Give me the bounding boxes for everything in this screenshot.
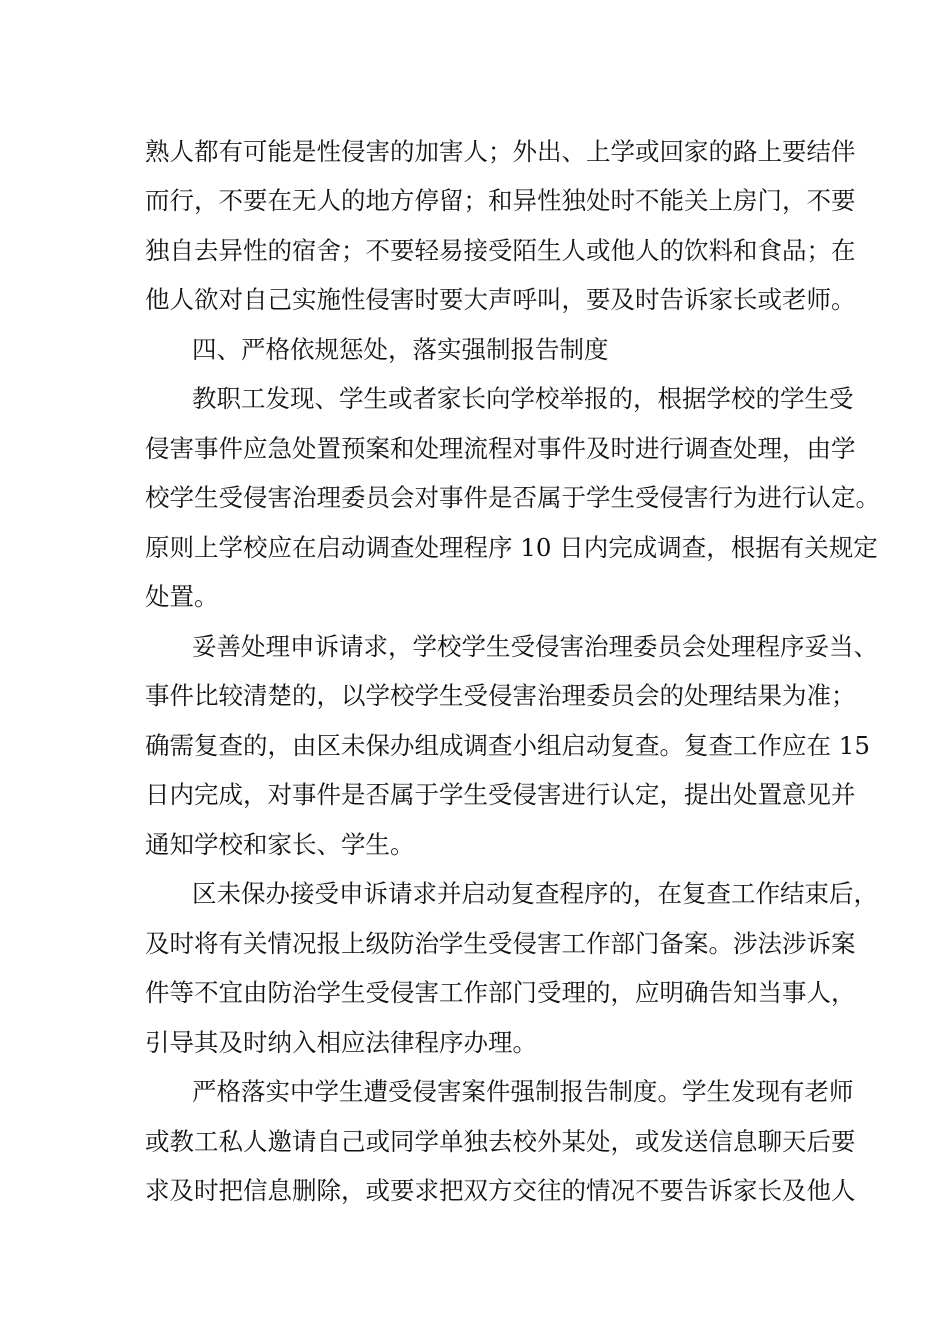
text-line: 区未保办接受申诉请求并启动复查程序的，在复查工作结束后， bbox=[192, 879, 878, 908]
text-line: 事件比较清楚的，以学校学生受侵害治理委员会的处理结果为准； bbox=[145, 681, 856, 710]
text-line: 日内完成，对事件是否属于学生受侵害进行认定，提出处置意见并 bbox=[145, 780, 856, 809]
text-line: 独自去异性的宿舍；不要轻易接受陌生人或他人的饮料和食品；在 bbox=[145, 236, 856, 265]
text-line: 而行，不要在无人的地方停留；和异性独处时不能关上房门，不要 bbox=[145, 186, 856, 215]
text-line: 或教工私人邀请自己或同学单独去校外某处，或发送信息聊天后要 bbox=[145, 1127, 856, 1156]
text-line: 校学生受侵害治理委员会对事件是否属于学生受侵害行为进行认定。 bbox=[145, 483, 880, 512]
text-line: 教职工发现、学生或者家长向学校举报的，根据学校的学生受 bbox=[192, 384, 854, 413]
text-line: 处置。 bbox=[145, 582, 219, 611]
text-line: 及时将有关情况报上级防治学生受侵害工作部门备案。涉法涉诉案 bbox=[145, 929, 856, 958]
text-line: 妥善处理申诉请求，学校学生受侵害治理委员会处理程序妥当、 bbox=[192, 632, 878, 661]
section-heading: 四、严格依规惩处，落实强制报告制度 bbox=[192, 335, 609, 364]
text-line: 确需复查的，由区未保办组成调查小组启动复查。复查工作应在 15 bbox=[145, 731, 870, 760]
text-line: 原则上学校应在启动调查处理程序 10 日内完成调查，根据有关规定 bbox=[145, 533, 878, 562]
text-line: 通知学校和家长、学生。 bbox=[145, 830, 415, 859]
text-line: 求及时把信息删除，或要求把双方交往的情况不要告诉家长及他人 bbox=[145, 1176, 856, 1205]
text-line: 引导其及时纳入相应法律程序办理。 bbox=[145, 1028, 537, 1057]
text-line: 件等不宜由防治学生受侵害工作部门受理的，应明确告知当事人， bbox=[145, 978, 856, 1007]
text-line: 他人欲对自己实施性侵害时要大声呼叫，要及时告诉家长或老师。 bbox=[145, 285, 856, 314]
text-line: 侵害事件应急处置预案和处理流程对事件及时进行调查处理，由学 bbox=[145, 434, 856, 463]
text-line: 熟人都有可能是性侵害的加害人；外出、上学或回家的路上要结伴 bbox=[145, 137, 856, 166]
text-line: 严格落实中学生遭受侵害案件强制报告制度。学生发现有老师 bbox=[192, 1077, 854, 1106]
